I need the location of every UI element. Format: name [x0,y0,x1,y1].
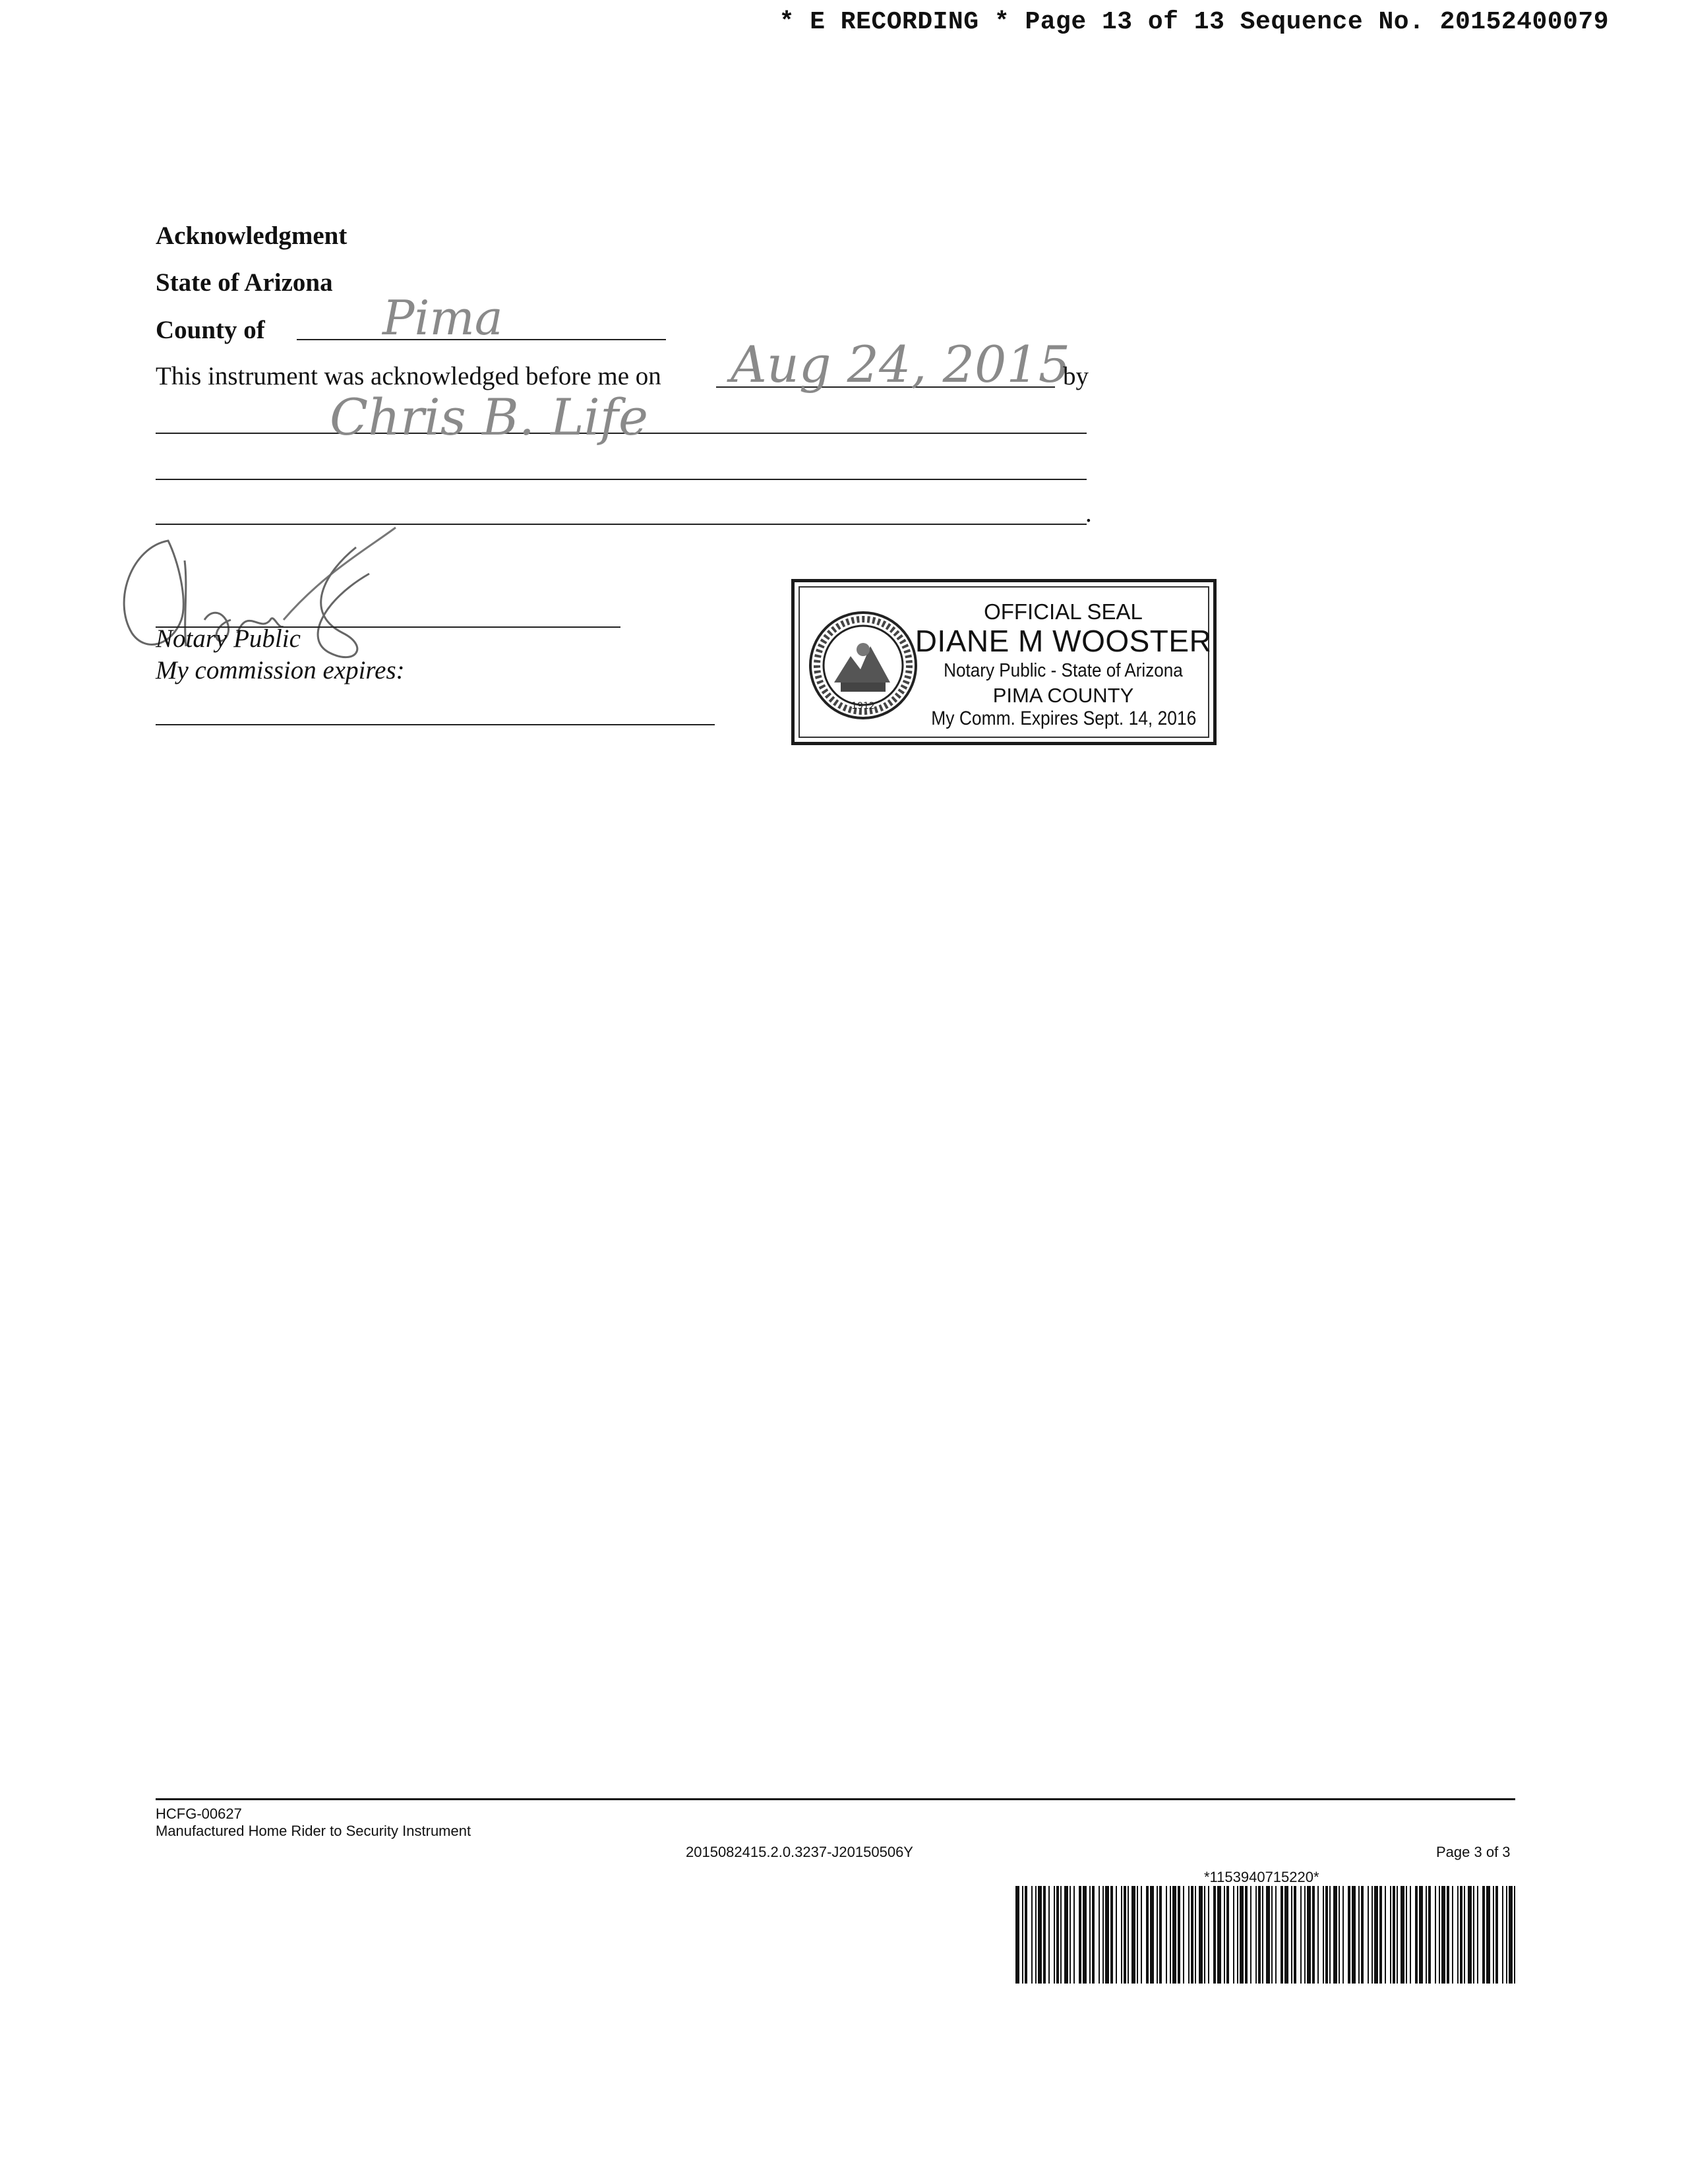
seal-notary-name: DIANE M WOOSTER [915,624,1212,658]
footer-page-label: Page 3 of 3 [1436,1844,1511,1860]
county-handwritten: Pima [382,290,503,346]
signer-period: . [1085,499,1092,528]
signer-line-2 [156,479,1087,480]
seal-notary-title: Notary Public - State of Arizona [944,660,1183,681]
by-label: by [1063,362,1089,390]
seal-county: PIMA COUNTY [992,684,1134,707]
state-label: State of Arizona [156,268,333,297]
footer-form-code: HCFG-00627 [156,1805,242,1822]
barcode-label: *1153940715220* [1204,1869,1319,1885]
footer-form-title: Manufactured Home Rider to Security Instrument [156,1823,471,1839]
commission-line [156,724,715,725]
commission-expires-label: My commission expires: [156,656,405,684]
footer-rule [156,1798,1515,1800]
instrument-text: This instrument was acknowledged before me on [156,362,661,390]
state-seal-emblem-icon [808,610,919,721]
recording-header: * E RECORDING * Page 13 of 13 Sequence No. 20152400079 [779,8,1609,36]
seal-official-label: OFFICIAL SEAL [984,599,1143,624]
date-handwritten: Aug 24, 2015 [731,335,1071,394]
county-label: County of [156,316,265,344]
seal-expiration: My Comm. Expires Sept. 14, 2016 [931,708,1197,729]
svg-text:1912: 1912 [851,701,875,712]
notary-public-label: Notary Public [156,624,301,653]
footer-document-id: 2015082415.2.0.3237-J20150506Y [686,1844,913,1860]
barcode-icon [1015,1886,1515,1984]
official-seal-stamp [791,579,1217,745]
signer-handwritten: Chris B. Life [330,388,648,446]
acknowledgment-title: Acknowledgment [156,222,347,250]
